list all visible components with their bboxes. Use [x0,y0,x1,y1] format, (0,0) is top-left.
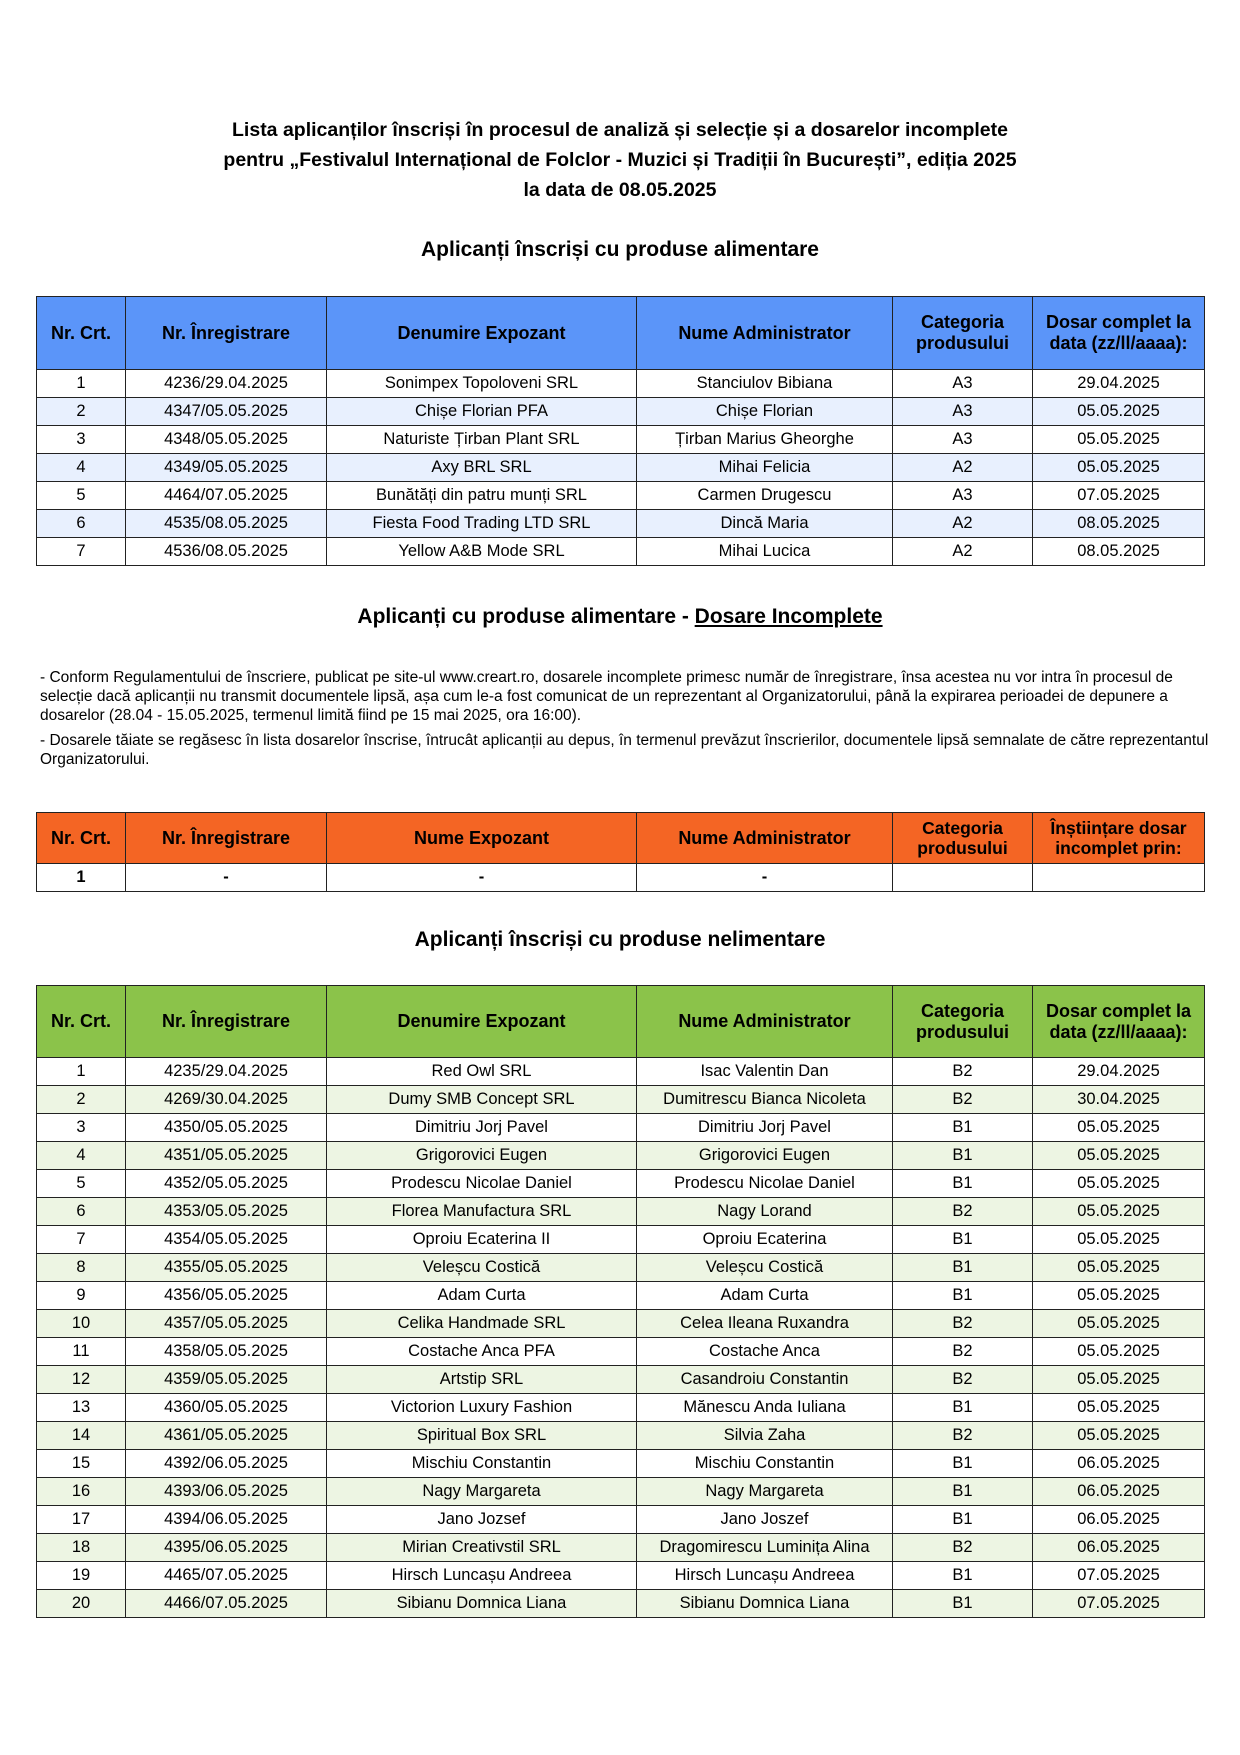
table-row [37,482,1205,510]
cell-categoria: B1 [893,1254,1033,1282]
table-row [37,1394,1205,1422]
cell-expozant: Sonimpex Topoloveni SRL [327,370,637,398]
table-row [37,1338,1205,1366]
cell-administrator: Țirban Marius Gheorghe [637,426,893,454]
cell-administrator: Prodescu Nicolae Daniel [637,1170,893,1198]
cell-nr-crt: 4 [37,454,126,482]
cell-data: 05.05.2025 [1033,1338,1205,1366]
cell-data: 05.05.2025 [1033,1282,1205,1310]
cell-nr-inregistrare: 4361/05.05.2025 [126,1422,327,1450]
cell-administrator: Dincă Maria [637,510,893,538]
table-row [37,1366,1205,1394]
cell-data: 08.05.2025 [1033,538,1205,566]
cell-nr-crt: 17 [37,1506,126,1534]
table-row [37,1198,1205,1226]
cell-nr-inregistrare: - [126,864,327,892]
cell-expozant: Nagy Margareta [327,1478,637,1506]
cell-expozant: Dimitriu Jorj Pavel [327,1114,637,1142]
table-row [37,1310,1205,1338]
cell-expozant: Sibianu Domnica Liana [327,1590,637,1618]
table-row [37,398,1205,426]
food-table-body [37,370,1205,566]
col-nr-crt: Nr. Crt. [37,297,126,370]
cell-nr-inregistrare: 4535/08.05.2025 [126,510,327,538]
table-row [37,1142,1205,1170]
cell-administrator: Celea Ileana Ruxandra [637,1310,893,1338]
cell-categoria: A2 [893,538,1033,566]
cell-data: 29.04.2025 [1033,370,1205,398]
table-row [37,1534,1205,1562]
cell-nr-crt: 8 [37,1254,126,1282]
cell-categoria: B1 [893,1590,1033,1618]
table-row [37,864,1205,892]
cell-data: 06.05.2025 [1033,1506,1205,1534]
cell-categoria: B1 [893,1394,1033,1422]
table-row [37,1478,1205,1506]
cell-nr-inregistrare: 4352/05.05.2025 [126,1170,327,1198]
cell-nr-crt: 11 [37,1338,126,1366]
cell-categoria: B2 [893,1338,1033,1366]
cell-nr-inregistrare: 4356/05.05.2025 [126,1282,327,1310]
table-row [37,510,1205,538]
cell-categoria [893,864,1033,892]
table-row [37,1058,1205,1086]
cell-nr-inregistrare: 4464/07.05.2025 [126,482,327,510]
cell-nr-inregistrare: 4395/06.05.2025 [126,1534,327,1562]
cell-administrator: Dumitrescu Bianca Nicoleta [637,1086,893,1114]
col-categoria: Categoria produsului [893,813,1033,864]
cell-nr-crt: 6 [37,1198,126,1226]
col-nume-administrator: Nume Administrator [637,813,893,864]
cell-nr-inregistrare: 4349/05.05.2025 [126,454,327,482]
cell-data: 05.05.2025 [1033,1254,1205,1282]
table-row [37,1450,1205,1478]
cell-nr-inregistrare: 4353/05.05.2025 [126,1198,327,1226]
note-paragraph: - Dosarele tăiate se regăsesc în lista dosarelor înscrise, întrucât aplicanții au depus, în termenul prevăzut înscrierilor, documentele lipsă semnalate de către reprezentantul Organizatorului. [40,732,1209,768]
cell-administrator: - [637,864,893,892]
cell-categoria: B1 [893,1506,1033,1534]
cell-administrator: Carmen Drugescu [637,482,893,510]
cell-nr-inregistrare: 4354/05.05.2025 [126,1226,327,1254]
cell-nr-crt: 10 [37,1310,126,1338]
cell-administrator: Isac Valentin Dan [637,1058,893,1086]
cell-nr-crt: 12 [37,1366,126,1394]
cell-data: 05.05.2025 [1033,1226,1205,1254]
cell-data: 06.05.2025 [1033,1450,1205,1478]
cell-administrator: Sibianu Domnica Liana [637,1590,893,1618]
cell-data: 05.05.2025 [1033,454,1205,482]
incomplete-table-body [37,864,1205,892]
cell-nr-inregistrare: 4358/05.05.2025 [126,1338,327,1366]
cell-expozant: Florea Manufactura SRL [327,1198,637,1226]
cell-expozant: Mischiu Constantin [327,1450,637,1478]
cell-nr-crt: 2 [37,1086,126,1114]
cell-categoria: B1 [893,1282,1033,1310]
cell-nr-inregistrare: 4393/06.05.2025 [126,1478,327,1506]
cell-nr-inregistrare: 4269/30.04.2025 [126,1086,327,1114]
cell-categoria: B2 [893,1058,1033,1086]
nonfood-section-title: Aplicanți înscriși cu produse nelimentare [414,928,826,951]
col-categoria: Categoria produsului [893,297,1033,370]
table-row [37,454,1205,482]
cell-categoria: B1 [893,1142,1033,1170]
cell-administrator: Oproiu Ecaterina [637,1226,893,1254]
cell-nr-crt: 1 [37,370,126,398]
cell-categoria: A3 [893,370,1033,398]
col-categoria: Categoria produsului [893,986,1033,1058]
cell-expozant: Veleșcu Costică [327,1254,637,1282]
cell-categoria: A3 [893,426,1033,454]
cell-expozant: Oproiu Ecaterina II [327,1226,637,1254]
cell-expozant: Hirsch Luncașu Andreea [327,1562,637,1590]
table-row [37,426,1205,454]
cell-nr-crt: 9 [37,1282,126,1310]
col-nr-inregistrare: Nr. Înregistrare [126,986,327,1058]
col-nume-administrator: Nume Administrator [637,986,893,1058]
cell-data: 05.05.2025 [1033,1394,1205,1422]
cell-expozant: Adam Curta [327,1282,637,1310]
col-instiintare: Înștiințare dosar incomplet prin: [1033,813,1205,864]
cell-data: 05.05.2025 [1033,1114,1205,1142]
cell-nr-inregistrare: 4350/05.05.2025 [126,1114,327,1142]
cell-expozant: Victorion Luxury Fashion [327,1394,637,1422]
cell-categoria: A2 [893,510,1033,538]
cell-instiintare [1033,864,1205,892]
cell-data: 07.05.2025 [1033,1590,1205,1618]
cell-expozant: Dumy SMB Concept SRL [327,1086,637,1114]
cell-categoria: B2 [893,1198,1033,1226]
cell-nr-inregistrare: 4348/05.05.2025 [126,426,327,454]
food-section-title: Aplicanți înscriși cu produse alimentare [421,238,819,261]
cell-data: 05.05.2025 [1033,1422,1205,1450]
cell-administrator: Mihai Lucica [637,538,893,566]
col-denumire-expozant: Denumire Expozant [327,297,637,370]
col-denumire-expozant: Denumire Expozant [327,986,637,1058]
cell-categoria: B2 [893,1086,1033,1114]
cell-data: 05.05.2025 [1033,1366,1205,1394]
cell-categoria: A3 [893,482,1033,510]
cell-data: 07.05.2025 [1033,482,1205,510]
cell-expozant: Bunătăți din patru munți SRL [327,482,637,510]
document-title [0,115,1240,205]
cell-expozant: Naturiste Țirban Plant SRL [327,426,637,454]
cell-nr-crt: 19 [37,1562,126,1590]
col-nume-administrator: Nume Administrator [637,297,893,370]
table-row [37,370,1205,398]
cell-nr-inregistrare: 4360/05.05.2025 [126,1394,327,1422]
cell-nr-inregistrare: 4236/29.04.2025 [126,370,327,398]
cell-data: 30.04.2025 [1033,1086,1205,1114]
title-line-3: la data de 08.05.2025 [523,179,717,201]
cell-categoria: B1 [893,1450,1033,1478]
cell-nr-inregistrare: 4351/05.05.2025 [126,1142,327,1170]
cell-data: 05.05.2025 [1033,1198,1205,1226]
table-row [37,1590,1205,1618]
title-line-2: pentru „Festivalul Internațional de Folclor - Muzici și Tradiții în București”, ediția 2025 [223,149,1017,171]
cell-administrator: Dragomirescu Luminița Alina [637,1534,893,1562]
table-row [37,1086,1205,1114]
cell-nr-crt: 18 [37,1534,126,1562]
table-header-row [37,297,1205,370]
cell-nr-inregistrare: 4394/06.05.2025 [126,1506,327,1534]
cell-data: 05.05.2025 [1033,1142,1205,1170]
cell-expozant: Spiritual Box SRL [327,1422,637,1450]
cell-categoria: B1 [893,1170,1033,1198]
cell-administrator: Costache Anca [637,1338,893,1366]
cell-categoria: B1 [893,1114,1033,1142]
cell-nr-crt: 1 [37,864,126,892]
cell-expozant: Axy BRL SRL [327,454,637,482]
cell-administrator: Mischiu Constantin [637,1450,893,1478]
cell-administrator: Chișe Florian [637,398,893,426]
cell-categoria: B1 [893,1478,1033,1506]
cell-nr-crt: 4 [37,1142,126,1170]
cell-administrator: Nagy Lorand [637,1198,893,1226]
cell-data: 05.05.2025 [1033,426,1205,454]
cell-data: 05.05.2025 [1033,1310,1205,1338]
cell-expozant: Yellow A&B Mode SRL [327,538,637,566]
cell-nr-crt: 16 [37,1478,126,1506]
cell-administrator: Casandroiu Constantin [637,1366,893,1394]
col-nr-inregistrare: Nr. Înregistrare [126,297,327,370]
cell-nr-crt: 7 [37,538,126,566]
cell-nr-crt: 20 [37,1590,126,1618]
cell-data: 08.05.2025 [1033,510,1205,538]
col-dosar-complet-label: Dosar complet la data (zz/ll/aaaa): [1045,312,1192,353]
cell-categoria: B2 [893,1366,1033,1394]
table-row [37,1422,1205,1450]
cell-nr-crt: 1 [37,1058,126,1086]
cell-nr-inregistrare: 4465/07.05.2025 [126,1562,327,1590]
cell-categoria: B1 [893,1562,1033,1590]
cell-administrator: Veleșcu Costică [637,1254,893,1282]
table-row [37,1506,1205,1534]
table-row [37,1170,1205,1198]
cell-expozant: Costache Anca PFA [327,1338,637,1366]
cell-nr-inregistrare: 4357/05.05.2025 [126,1310,327,1338]
note-paragraph: - Conform Regulamentului de înscriere, publicat pe site-ul www.creart.ro, dosarele incomplete primesc număr de înregistrare, însa acestea nu vor intra în procesul de selecție dacă aplicanții nu transmit documentele lipsă, așa cum le-a fost comunicat de un reprezentant al Organizatorului, până la expirarea perioadei de depunere a dosarelor (28.04 - 15.05.2025, termenul limită fiind pe 15 mai 2025, ora 16:00). [40,669,1173,724]
table-header-row [37,986,1205,1058]
cell-administrator: Stanciulov Bibiana [637,370,893,398]
cell-nr-crt: 5 [37,1170,126,1198]
cell-data: 29.04.2025 [1033,1058,1205,1086]
cell-expozant: Chișe Florian PFA [327,398,637,426]
cell-expozant: Artstip SRL [327,1366,637,1394]
cell-administrator: Nagy Margareta [637,1478,893,1506]
cell-administrator: Silvia Zaha [637,1422,893,1450]
cell-nr-inregistrare: 4355/05.05.2025 [126,1254,327,1282]
cell-data: 07.05.2025 [1033,1562,1205,1590]
cell-expozant: Red Owl SRL [327,1058,637,1086]
cell-nr-crt: 5 [37,482,126,510]
incomplete-files-table [36,812,1205,892]
cell-nr-crt: 7 [37,1226,126,1254]
cell-categoria: A2 [893,454,1033,482]
cell-expozant: Celika Handmade SRL [327,1310,637,1338]
cell-administrator: Grigorovici Eugen [637,1142,893,1170]
col-nume-expozant: Nume Expozant [327,813,637,864]
col-dosar-complet [1033,297,1205,370]
cell-nr-inregistrare: 4235/29.04.2025 [126,1058,327,1086]
table-row [37,1226,1205,1254]
incomplete-section-title [0,605,1240,629]
cell-categoria: B2 [893,1534,1033,1562]
cell-expozant: - [327,864,637,892]
incomplete-notes [40,668,1210,775]
cell-categoria: A3 [893,398,1033,426]
cell-nr-crt: 14 [37,1422,126,1450]
cell-nr-crt: 3 [37,426,126,454]
cell-nr-crt: 2 [37,398,126,426]
title-line-1: Lista aplicanților înscriși în procesul de analiză și selecție și a dosarelor incomplete [232,119,1008,141]
col-dosar-complet: Dosar complet la data (zz/ll/aaaa): [1033,986,1205,1058]
cell-expozant: Prodescu Nicolae Daniel [327,1170,637,1198]
cell-nr-inregistrare: 4359/05.05.2025 [126,1366,327,1394]
cell-administrator: Adam Curta [637,1282,893,1310]
cell-administrator: Mihai Felicia [637,454,893,482]
cell-expozant: Mirian Creativstil SRL [327,1534,637,1562]
col-nr-crt: Nr. Crt. [37,986,126,1058]
table-row [37,1562,1205,1590]
cell-nr-inregistrare: 4536/08.05.2025 [126,538,327,566]
food-applicants-table [36,296,1205,566]
cell-administrator: Jano Joszef [637,1506,893,1534]
cell-nr-crt: 15 [37,1450,126,1478]
cell-data: 05.05.2025 [1033,398,1205,426]
incomplete-title-underlined: Dosare Incomplete [694,605,883,628]
cell-nr-crt: 3 [37,1114,126,1142]
cell-expozant: Grigorovici Eugen [327,1142,637,1170]
cell-administrator: Dimitriu Jorj Pavel [637,1114,893,1142]
nonfood-table-body [37,1058,1205,1618]
cell-categoria: B2 [893,1310,1033,1338]
cell-nr-inregistrare: 4466/07.05.2025 [126,1590,327,1618]
cell-expozant: Jano Jozsef [327,1506,637,1534]
incomplete-title-prefix: Aplicanți cu produse alimentare - [357,605,695,628]
table-row [37,538,1205,566]
col-nr-crt: Nr. Crt. [37,813,126,864]
cell-administrator: Hirsch Luncașu Andreea [637,1562,893,1590]
cell-data: 06.05.2025 [1033,1534,1205,1562]
cell-nr-crt: 6 [37,510,126,538]
table-row [37,1114,1205,1142]
table-row [37,1282,1205,1310]
cell-nr-inregistrare: 4392/06.05.2025 [126,1450,327,1478]
cell-administrator: Mănescu Anda Iuliana [637,1394,893,1422]
nonfood-applicants-table [36,985,1205,1618]
cell-categoria: B2 [893,1422,1033,1450]
cell-data: 05.05.2025 [1033,1170,1205,1198]
col-nr-inregistrare: Nr. Înregistrare [126,813,327,864]
table-header-row [37,813,1205,864]
cell-expozant: Fiesta Food Trading LTD SRL [327,510,637,538]
cell-nr-crt: 13 [37,1394,126,1422]
table-row [37,1254,1205,1282]
cell-data: 06.05.2025 [1033,1478,1205,1506]
cell-categoria: B1 [893,1226,1033,1254]
cell-nr-inregistrare: 4347/05.05.2025 [126,398,327,426]
